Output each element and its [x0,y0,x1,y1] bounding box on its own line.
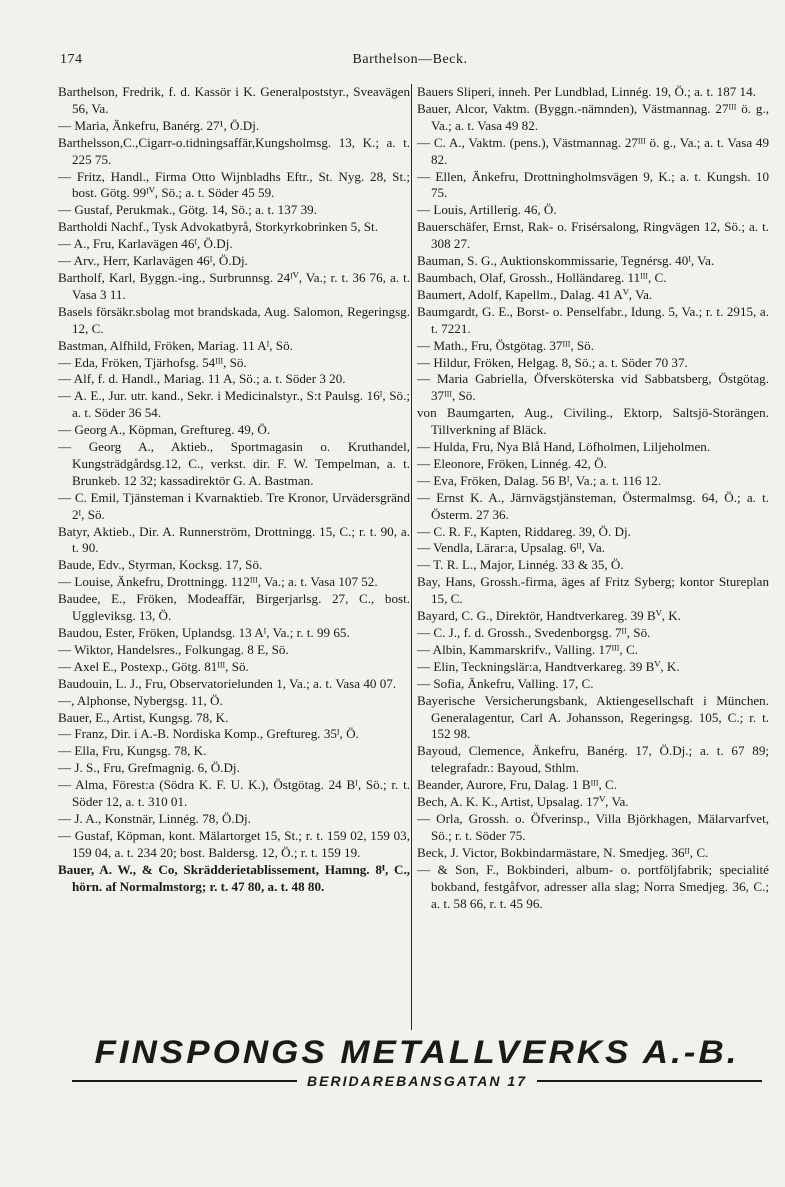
directory-entry: — Eva, Fröken, Dalag. 56 Bᴵ, Va.; a. t. 116 12. [417,472,662,488]
directory-entry: — Gustaf, Perukmak., Götg. 14, Sö.; a. t. 137 39. [58,202,317,218]
right-column [417,84,769,1034]
running-title: Barthelson—Beck. [352,52,468,67]
directory-entry: Bauer, E., Artist, Kungsg. 78, K. [58,709,229,725]
rule-right [537,1080,762,1082]
directory-entry: Bauerschäfer, Ernst, Rak- o. Frisérsalong, Ringvägen 12, Sö.; a. t. 308 27. [417,219,769,252]
directory-entry: Baudouin, L. J., Fru, Observatorielunden 1, Va.; a. t. Vasa 40 07. [58,675,397,691]
rule-left [72,1080,297,1082]
directory-entry: Beander, Aurore, Fru, Dalag. 1 Bᴵᴵᴵ, C. [417,777,618,793]
directory-entry: — J. S., Fru, Grefmagnig. 6, Ö.Dj. [58,760,240,776]
directory-entry: — A. E., Jur. utr. kand., Sekr. i Medicinalstyr., S:t Paulsg. 16ᴵ, Sö.; a. t. Söder 36 54. [58,388,410,421]
advertisement-address: BERIDAREBANSGATAN 17 [307,1073,527,1089]
directory-entry: — Albin, Kammarskrifv., Valling. 17ᴵᴵᴵ, C. [417,641,638,657]
directory-entry: — Eda, Fröken, Tjärhofsg. 54ᴵᴵᴵ, Sö. [58,354,247,370]
column-divider [411,84,412,1030]
directory-entry: — Math., Fru, Östgötag. 37ᴵᴵᴵ, Sö. [417,337,594,353]
directory-entry: — Ernst K. A., Järnvägstjänsteman, Östermalmsg. 64, Ö.; a. t. Österm. 27 36. [417,489,769,522]
directory-entry: Baumgardt, G. E., Borst- o. Penselfabr., Idung. 5, Va.; r. t. 2915, a. t. 7221. [417,303,769,336]
directory-entry: — Fritz, Handl., Firma Otto Wijnbladhs Eftr., St. Nyg. 28, St.; bost. Götg. 99ᴵⱽ, Sö.; a. t. Söder 45 59. [58,168,410,201]
directory-entry: — Louise, Änkefru, Drottningg. 112ᴵᴵᴵ, Va.; a. t. Vasa 107 52. [58,574,378,590]
directory-entry: — Georg A., Köpman, Greftureg. 49, Ö. [58,422,271,438]
directory-entry: — Alma, Förest:a (Södra K. F. U. K.), Östgötag. 24 Bᴵ, Sö.; r. t. Söder 12, a. t. 310 01. [58,777,410,810]
directory-entry: Bartholdi Nachf., Tysk Advokatbyrå, Storkyrkobrinken 5, St. [58,219,378,235]
directory-entry: Barthelsson,C.,Cigarr-o.tidningsaffär,Kungsholmsg. 13, K.; a. t. 225 75. [58,134,410,167]
advertisement-address-row [72,1070,762,1092]
left-column [58,84,410,1034]
directory-entry: Bastman, Alfhild, Fröken, Mariag. 11 Aᴵ, Sö. [58,337,293,353]
directory-entry: — J. A., Konstnär, Linnég. 78, Ö.Dj. [58,810,251,826]
directory-entry: — Arv., Herr, Karlavägen 46ᴵ, Ö.Dj. [58,253,248,269]
directory-entry: — A., Fru, Karlavägen 46ᴵ, Ö.Dj. [58,236,233,252]
directory-entry: — Orla, Grossh. o. Öfverinsp., Villa Björkhagen, Mälarvarfvet, Sö.; r. t. Söder 75. [417,810,769,843]
directory-entry: Bartholf, Karl, Byggn.-ing., Surbrunnsg. 24ᴵⱽ, Va.; r. t. 36 76, a. t. Vasa 3 11. [58,269,410,302]
directory-entry: Basels försäkr.sbolag mot brandskada, Aug. Salomon, Regeringsg. 12, C. [58,303,410,336]
directory-entry: — T. R. L., Major, Linnég. 33 & 35, Ö. [417,557,624,573]
directory-entry: von Baumgarten, Aug., Civiling., Ektorp, Saltsjö-Storängen. Tillverkning af Bläck. [417,405,769,438]
directory-entry: — Maria, Änkefru, Banérg. 27¹, Ö.Dj. [58,117,260,133]
directory-entry: Bauer, Alcor, Vaktm. (Byggn.-nämnden), Västmannag. 27ᴵᴵᴵ ö. g., Va.; a. t. Vasa 49 82. [417,100,769,133]
page-header [60,52,760,74]
directory-entry: — C. J., f. d. Grossh., Svedenborgsg. 7ᴵᴵ, Sö. [417,625,651,640]
directory-entry: — Wiktor, Handelsres., Folkungag. 8 E, Sö. [58,641,289,657]
directory-entry: Bay, Hans, Grossh.-firma, äges af Fritz Syberg; kontor Stureplan 15, C. [417,574,769,607]
directory-entry: — Alf, f. d. Handl., Mariag. 11 A, Sö.; a. t. Söder 3 20. [58,371,346,387]
directory-entry: Bauman, S. G., Auktionskommissarie, Tegnérsg. 40ᴵ, Va. [417,253,715,269]
directory-entry: —, Alphonse, Nybergsg. 11, Ö. [58,692,223,708]
directory-entry: — Franz, Dir. i A.-B. Nordiska Komp., Greftureg. 35ᴵ, Ö. [58,726,359,742]
directory-entry: — Gustaf, Köpman, kont. Mälartorget 15, St.; r. t. 159 02, 159 03, 159 04, a. t. 234 20; bost. Baldersg. 12, Ö.; r. t. 159 19. [58,827,410,860]
directory-entry: — Eleonore, Fröken, Linnég. 42, Ö. [417,455,607,471]
directory-entry: — & Son, F., Bokbinderi, album- o. portföljfabrik; specialité bokband, festgåfvor, adresser alla slag; Norra Smedjeg. 36, C.; a. t. 58 66, r. t. 45 96. [417,861,769,911]
directory-entry: — Hildur, Fröken, Helgag. 8, Sö.; a. t. Söder 70 37. [417,354,688,370]
directory-entry: — C. R. F., Kapten, Riddareg. 39, Ö. Dj. [417,523,631,539]
directory-entry: — Elin, Teckningslär:a, Handtverkareg. 39 Bⱽ, K. [417,658,680,674]
directory-entry: — Ella, Fru, Kungsg. 78, K. [58,743,207,759]
directory-entry: Beck, J. Victor, Bokbindarmästare, N. Smedjeg. 36ᴵᴵ, C. [417,844,709,860]
directory-entry: Barthelson, Fredrik, f. d. Kassör i K. Generalpoststyr., Sveavägen 56, Va. [58,84,410,116]
directory-entry: — Louis, Artillerig. 46, Ö. [417,202,557,218]
directory-entry: Bayard, C. G., Direktör, Handtverkareg. 39 Bⱽ, K. [417,608,681,624]
directory-entry: Bayerische Versicherungsbank, Aktiengesellschaft i München. Generalagentur, Carl A. Johansson, Regeringsg. 105, C.; r. t. 152 98. [417,692,769,742]
directory-entry: — Vendla, Lärar:a, Upsalag. 6ᴵᴵ, Va. [417,540,606,556]
directory-entry: Baude, Edv., Styrman, Kocksg. 17, Sö. [58,557,263,573]
directory-entry: Baumert, Adolf, Kapellm., Dalag. 41 Aⱽ, Va. [417,286,653,302]
directory-entry: — Ellen, Änkefru, Drottningholmsvägen 9, K.; a. t. Kungsh. 10 75. [417,168,769,201]
directory-entry: Baudee, E., Fröken, Modeaffär, Birgerjarlsg. 27, C., bost. Uggleviksg. 13, Ö. [58,591,410,624]
directory-entry: — C. Emil, Tjänsteman i Kvarnaktieb. Tre Kronor, Urvädersgränd 2ᴵ, Sö. [58,489,410,522]
page-number: 174 [60,52,83,67]
directory-entry: — Sofia, Änkefru, Valling. 17, C. [417,675,594,691]
directory-entry: — Axel E., Postexp., Götg. 81ᴵᴵᴵ, Sö. [58,658,249,674]
directory-entry: Bauers Sliperi, inneh. Per Lundblad, Linnég. 19, Ö.; a. t. 187 14. [417,84,756,99]
directory-entry: Batyr, Aktieb., Dir. A. Runnerström, Drottningg. 15, C.; r. t. 90, a. t. 90. [58,523,410,556]
directory-entry: Bayoud, Clemence, Änkefru, Banérg. 17, Ö.Dj.; a. t. 67 89; telegrafadr.: Bayoud, Sthlm. [417,743,769,776]
advertisement-title: FINSPONGS METALLVERKS A.-B. [94,1034,740,1071]
directory-entry: — C. A., Vaktm. (pens.), Västmannag. 27ᴵᴵᴵ ö. g., Va.; a. t. Vasa 49 82. [417,134,769,167]
directory-entry: — Maria Gabriella, Öfversköterska vid Sabbatsberg, Östgötag. 37ᴵᴵᴵ, Sö. [417,371,769,404]
directory-entry: Bauer, A. W., & Co, Skrädderietablissement, Hamng. 8ᴵ, C., hörn. af Normalmstorg; r. t. 47 80, a. t. 48 80. [58,861,410,894]
directory-entry: Baudou, Ester, Fröken, Uplandsg. 13 Aᴵ, Va.; r. t. 99 65. [58,625,350,640]
directory-entry: — Hulda, Fru, Nya Blå Hand, Löfholmen, Liljeholmen. [417,439,711,455]
directory-entry: — Georg A., Aktieb., Sportmagasin o. Kruthandel, Kungsträdgårdsg.12, C., verkst. dir. F. W. Tempelman, a. t. Brunkeb. 12 32; kassadirektör G. A. Bastman. [58,439,410,488]
directory-entry: Bech, A. K. K., Artist, Upsalag. 17ⱽ, Va. [417,794,629,810]
directory-entry: Baumbach, Olaf, Grossh., Holländareg. 11ᴵᴵᴵ, C. [417,269,667,285]
